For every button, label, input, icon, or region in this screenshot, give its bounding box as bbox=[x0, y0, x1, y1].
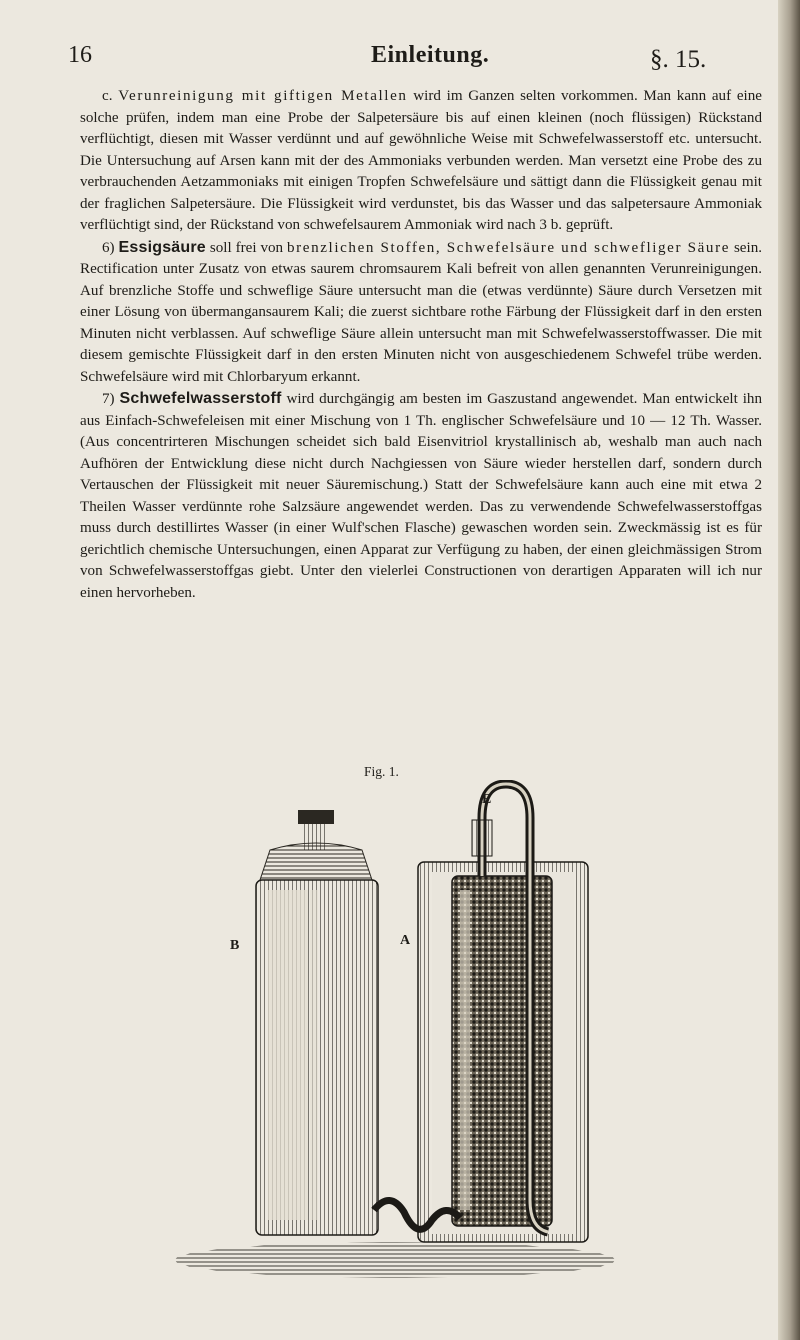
label-b: B bbox=[230, 938, 240, 953]
bottle-b bbox=[256, 810, 378, 1235]
paragraph-heading: Verunreinigung mit giftigen Metallen bbox=[118, 88, 408, 104]
running-header bbox=[68, 40, 768, 80]
apparatus-illustration bbox=[160, 780, 620, 1290]
paragraph-text: soll frei von bbox=[209, 239, 284, 256]
paragraph-7 bbox=[80, 388, 762, 604]
paragraph-c bbox=[80, 86, 762, 237]
section-number: §. 15. bbox=[650, 46, 707, 73]
ground-shadow bbox=[175, 1242, 615, 1278]
label-e: E bbox=[482, 792, 492, 807]
body-text bbox=[80, 86, 762, 604]
page-edge bbox=[778, 0, 800, 1340]
label-a: A bbox=[400, 933, 411, 948]
paragraph-text: wird durchgängig am besten im Gaszustand angewendet. Man entwickelt ihn aus Einfach-Schwefeleisen mit einer Mischung von 1 Th. englischer Schwefelsäure und 10 — 12 Th. Wasser. (Aus concentrirteren Mischungen scheidet sich bald Eisenvitriol krystallinisch ab, weshalb man auch nach Aufhören der Entwicklung diese nicht durch Nachgiessen von Säure wieder herstellen darf, sondern durch Vertauschen der Flüssigkeit mit neuer Säuremischung.) Statt der Schwefelsäure kann auch eine mit etwa 2 Theilen Wasser verdünnte rohe Salzsäure angewendet werden. Das zu verwendende Schwefelwasserstoffgas muss durch destillirtes Wasser (in einer Wulf'schen Flasche) gewaschen worden sein. Zweckmässig ist es für gerichtlich chemische Untersuchungen, einen Apparat zur Verfügung zu haben, der einen gleichmässigen Strom von Schwefelwasserstoffgas giebt. Unter den vielerlei Constructionen von derartigen Apparaten will ich nur einen hervorheben. bbox=[80, 391, 763, 601]
generator-a bbox=[418, 862, 588, 1242]
paragraph-heading: Schwefelwasserstoff bbox=[119, 390, 282, 407]
paragraph-lead: 7) bbox=[102, 391, 115, 407]
figure-apparatus bbox=[160, 780, 620, 1290]
paragraph-text: wird im Ganzen selten vorkommen. Man kann auf eine solche prüfen, indem man eine Probe der Salpetersäure bis auf einen kleinen (noch flüssigen) Rückstand verflüchtigt, diesen mit Wasser verdünnt und auf gewöhnliche Weise mit Schwefelwasserstoff etc. untersucht. Die Untersuchung auf Arsen kann mit der des Ammoniaks verbunden werden. Man versetzt eine Probe des zu verbrauchenden Aetzammoniaks mit einigen Tropfen Schwefelsäure und sättigt dann die Flüssigkeit genau mit der fraglichen Salpetersäure. Die Flüssigkeit wird verdunstet, bis das Wasser und das salpetersaure Ammoniak verflüchtigt sind, der Rückstand von schwefelsaurem Ammoniak wird nach 3 b. geprüft. bbox=[80, 88, 762, 233]
paragraph-heading: Essigsäure bbox=[118, 238, 206, 256]
paragraph-text: sein. Rectification unter Zusatz von etwas saurem chromsaurem Kali befreit von allen genannten Verunreinigungen. Auf brenzliche Stoffe und schweflige Säure untersucht man die (etwas verdünnte) Säure durch Versetzen mit einer Lösung von übermangansaurem Kali; die zuerst sichtbare rothe Färbung der Flüssigkeit darf in den ersten Minuten nicht verblassen. Auf schweflige Säure allein untersucht man mit Schwefelwasserstoffwasser. Die mit diesem gemischte Flüssigkeit darf in den ersten Minuten nicht von ausgeschiedenem Schwefel trübe werden. Schwefelsäure wird mit Chlorbaryum erkannt. bbox=[80, 239, 763, 385]
paragraph-spaced-text: brenzlichen Stoffen, Schwefelsäure und schwefliger Säure bbox=[287, 239, 730, 256]
paragraph-lead: c. bbox=[102, 88, 113, 104]
paragraph-lead: 6) bbox=[102, 239, 115, 256]
figure-caption: Fig. 1. bbox=[364, 764, 399, 779]
page-number: 16 bbox=[68, 42, 92, 68]
running-title: Einleitung. bbox=[371, 42, 490, 68]
paragraph-6 bbox=[80, 237, 762, 389]
